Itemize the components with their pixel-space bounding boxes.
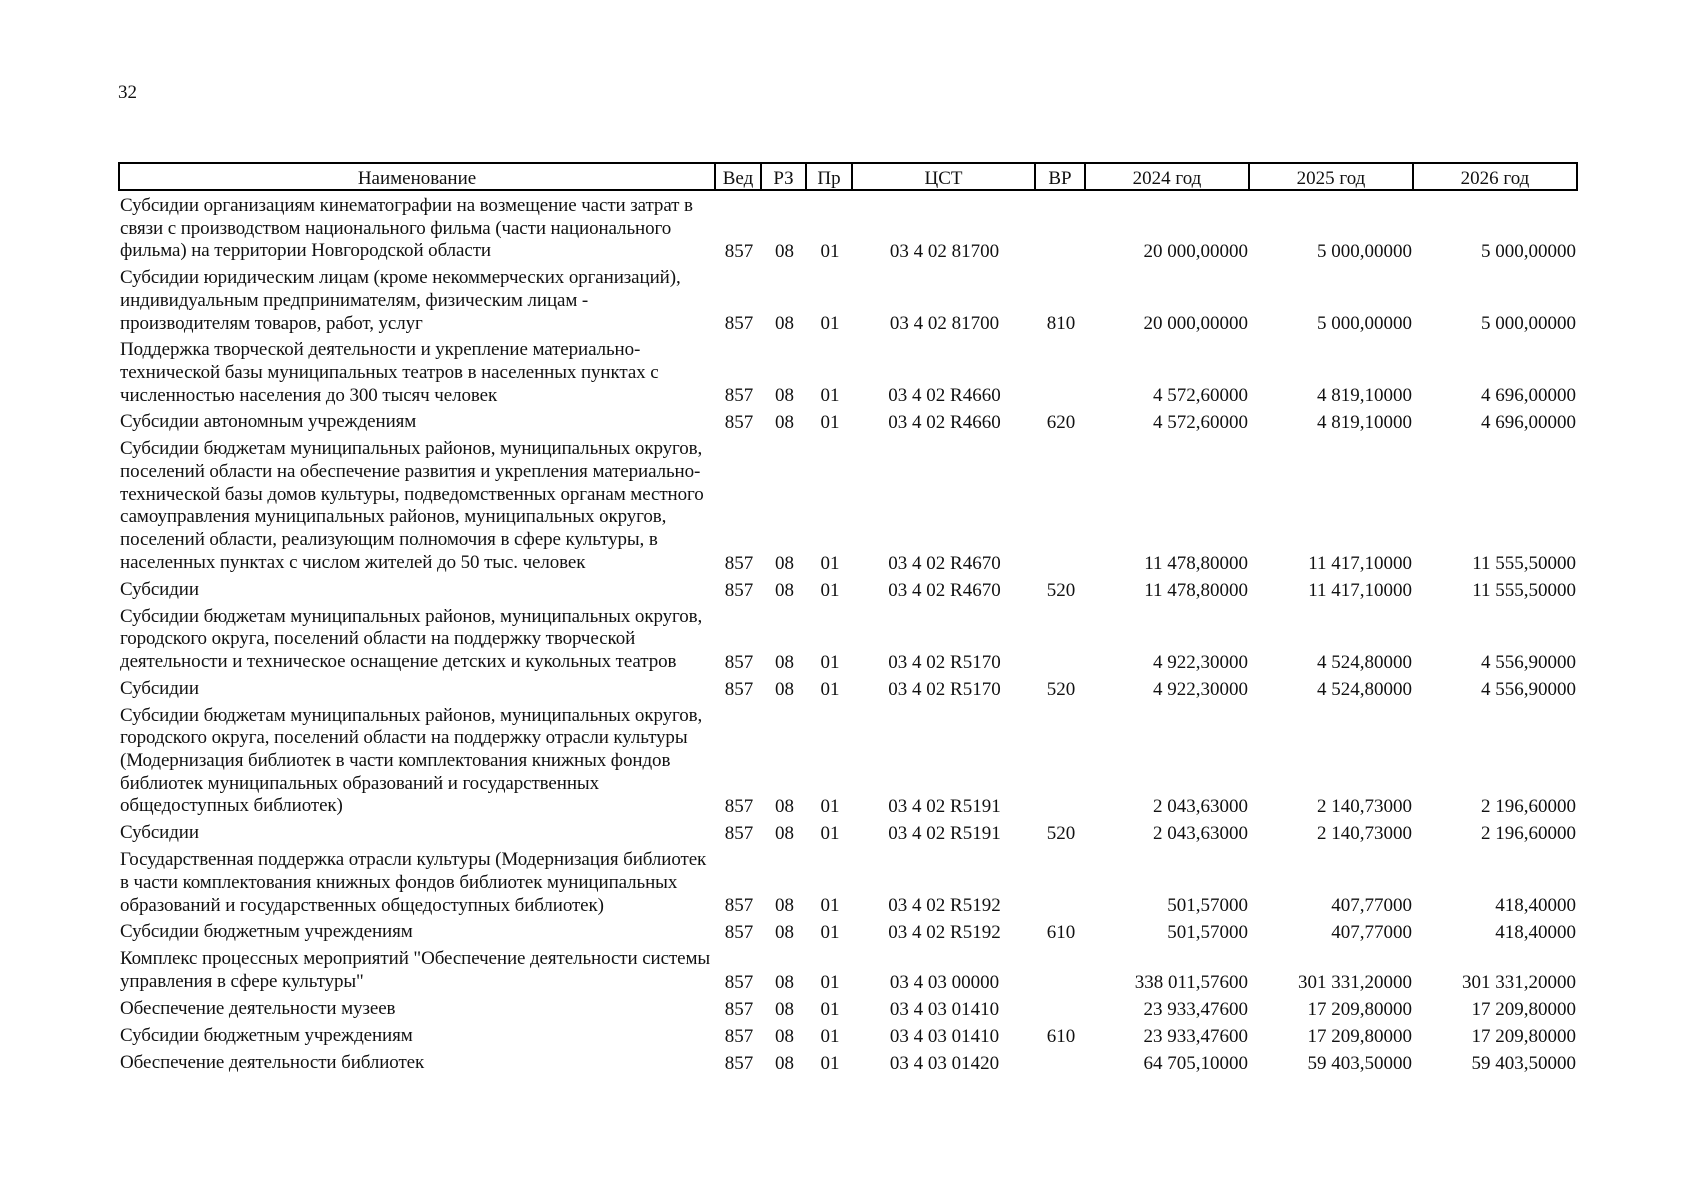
row-ved: 857 [724,1052,754,1074]
row-2024: 4 572,60000 [1153,412,1248,434]
row-2025: 4 524,80000 [1317,678,1412,700]
row-pr: 01 [820,579,840,601]
row-vr: 610 [1046,1025,1076,1047]
header-pr: Пр [807,162,853,191]
row-pr: 01 [820,241,840,263]
row-name: Обеспечение деятельности библиотек [120,1051,425,1073]
header-ved: Вед [716,162,762,191]
row-2026: 2 196,60000 [1481,796,1576,818]
row-ved: 857 [724,385,754,407]
row-cst: 03 4 03 00000 [889,971,1000,993]
row-ved: 857 [724,823,754,845]
row-pr: 01 [820,313,840,335]
row-pr: 01 [820,998,840,1020]
row-2026: 5 000,00000 [1481,241,1576,263]
row-2026: 418,40000 [1495,895,1576,917]
row-2025: 4 819,10000 [1317,412,1412,434]
row-vr [1036,602,1086,674]
row-cst: 03 4 02 R5192 [888,922,1001,944]
row-name: Субсидии бюджетам муниципальных районов, муниципальных округов, городского округа, поселений области на поддержку отрасли культуры (Модернизация библиотек в части комплектования книжных фондов библиотек муниципальных образований и государственных общедоступных библиотек) [120,704,703,817]
row-vr [1036,701,1086,819]
row-cst: 03 4 02 R5191 [888,796,1001,818]
row-vr: 620 [1046,412,1076,434]
row-cst: 03 4 02 81700 [889,313,1000,335]
row-2024: 11 478,80000 [1144,552,1248,574]
row-ved: 857 [724,313,754,335]
row-vr [1036,191,1086,263]
row-cst: 03 4 02 R5191 [888,823,1001,845]
row-cst: 03 4 02 81700 [889,241,1000,263]
row-2025: 407,77000 [1331,922,1412,944]
row-pr: 01 [820,971,840,993]
row-rz: 08 [775,971,794,993]
row-ved: 857 [724,552,754,574]
row-2024: 501,57000 [1167,922,1248,944]
header-name: Наименование [118,162,716,191]
row-rz: 08 [775,412,794,434]
header-2025: 2025 год [1250,162,1414,191]
row-2025: 17 209,80000 [1307,998,1412,1020]
row-2025: 2 140,73000 [1317,823,1412,845]
row-pr: 01 [820,1052,840,1074]
row-2026: 11 555,50000 [1472,579,1576,601]
row-ved: 857 [724,998,754,1020]
row-2026: 4 556,90000 [1481,651,1576,673]
row-vr [1036,994,1086,1021]
row-ved: 857 [724,678,754,700]
row-cst: 03 4 03 01410 [889,998,1000,1020]
row-pr: 01 [820,796,840,818]
row-2025: 59 403,50000 [1307,1052,1412,1074]
row-cst: 03 4 03 01420 [889,1052,1000,1074]
row-2025: 4 819,10000 [1317,385,1412,407]
row-2026: 17 209,80000 [1471,1025,1576,1047]
row-2024: 4 922,30000 [1153,678,1248,700]
row-2025: 407,77000 [1331,895,1412,917]
row-2025: 11 417,10000 [1308,552,1412,574]
row-vr: 520 [1046,823,1076,845]
row-name: Обеспечение деятельности музеев [120,997,396,1019]
row-ved: 857 [724,579,754,601]
row-name: Субсидии [120,677,199,699]
row-rz: 08 [775,678,794,700]
row-cst: 03 4 02 R4660 [888,385,1001,407]
row-2026: 418,40000 [1495,922,1576,944]
row-pr: 01 [820,412,840,434]
row-cst: 03 4 03 01410 [889,1025,1000,1047]
row-2026: 301 331,20000 [1462,971,1576,993]
header-rz: РЗ [762,162,807,191]
row-2026: 5 000,00000 [1481,313,1576,335]
row-ved: 857 [724,922,754,944]
row-2024: 64 705,10000 [1143,1052,1248,1074]
row-rz: 08 [775,241,794,263]
row-rz: 08 [775,895,794,917]
row-2025: 2 140,73000 [1317,796,1412,818]
row-vr [1036,845,1086,917]
row-ved: 857 [724,895,754,917]
row-2026: 2 196,60000 [1481,823,1576,845]
row-2024: 23 933,47600 [1143,998,1248,1020]
row-2026: 4 696,00000 [1481,385,1576,407]
row-rz: 08 [775,1025,794,1047]
row-cst: 03 4 02 R4670 [888,579,1001,601]
row-2025: 4 524,80000 [1317,651,1412,673]
row-pr: 01 [820,895,840,917]
row-name: Субсидии бюджетам муниципальных районов, муниципальных округов, городского округа, поселений области на поддержку творческой деятельности и техническое оснащение детских и кукольных театров [120,605,703,672]
row-pr: 01 [820,552,840,574]
row-rz: 08 [775,823,794,845]
row-pr: 01 [820,1025,840,1047]
row-vr: 520 [1046,579,1076,601]
row-rz: 08 [775,579,794,601]
row-2024: 2 043,63000 [1153,823,1248,845]
row-rz: 08 [775,796,794,818]
row-pr: 01 [820,823,840,845]
row-rz: 08 [775,998,794,1020]
row-rz: 08 [775,651,794,673]
row-name: Поддержка творческой деятельности и укрепление материально-технической базы муниципальных театров в населенных пунктах с численностью населения до 300 тысяч человек [120,339,659,406]
row-pr: 01 [820,385,840,407]
row-2024: 501,57000 [1167,895,1248,917]
row-cst: 03 4 02 R5170 [888,678,1001,700]
row-ved: 857 [724,1025,754,1047]
row-ved: 857 [724,651,754,673]
page-number: 32 [118,82,137,103]
row-rz: 08 [775,385,794,407]
row-name: Субсидии юридическим лицам (кроме некоммерческих организаций), индивидуальным предпринимателям, физическим лицам - производителям товаров, работ, услуг [120,267,681,334]
row-pr: 01 [820,922,840,944]
row-vr [1036,335,1086,407]
row-pr: 01 [820,651,840,673]
row-cst: 03 4 02 R4660 [888,412,1001,434]
row-vr: 610 [1046,922,1076,944]
row-name: Субсидии [120,822,199,844]
row-name: Субсидии автономным учреждениям [120,411,417,433]
row-2024: 11 478,80000 [1144,579,1248,601]
row-ved: 857 [724,412,754,434]
row-2025: 17 209,80000 [1307,1025,1412,1047]
row-name: Субсидии [120,578,199,600]
header-2024: 2024 год [1086,162,1250,191]
row-name: Субсидии бюджетным учреждениям [120,1024,413,1046]
row-2025: 11 417,10000 [1308,579,1412,601]
row-2026: 59 403,50000 [1471,1052,1576,1074]
row-vr [1036,944,1086,993]
row-2026: 11 555,50000 [1472,552,1576,574]
row-vr [1036,434,1086,574]
row-vr: 520 [1046,678,1076,700]
row-name: Государственная поддержка отрасли культуры (Модернизация библиотек в части комплектования книжных фондов библиотек муниципальных образований и государственных общедоступных библиотек) [120,849,707,916]
row-2026: 4 696,00000 [1481,412,1576,434]
row-name: Субсидии организациям кинематографии на возмещение части затрат в связи с производством национального фильма (части национального фильма) на территории Новгородской области [120,195,693,262]
row-2025: 5 000,00000 [1317,313,1412,335]
row-rz: 08 [775,1052,794,1074]
row-name: Субсидии бюджетным учреждениям [120,921,413,943]
row-cst: 03 4 02 R5170 [888,651,1001,673]
budget-table [118,162,1578,1075]
row-2026: 4 556,90000 [1481,678,1576,700]
row-2025: 5 000,00000 [1317,241,1412,263]
row-rz: 08 [775,313,794,335]
row-rz: 08 [775,552,794,574]
row-2024: 338 011,57600 [1134,971,1248,993]
row-2024: 20 000,00000 [1143,313,1248,335]
row-rz: 08 [775,922,794,944]
row-vr: 810 [1046,313,1076,335]
row-2024: 20 000,00000 [1143,241,1248,263]
row-2026: 17 209,80000 [1471,998,1576,1020]
row-cst: 03 4 02 R4670 [888,552,1001,574]
row-2024: 2 043,63000 [1153,796,1248,818]
row-2024: 4 922,30000 [1153,651,1248,673]
row-ved: 857 [724,241,754,263]
row-2025: 301 331,20000 [1298,971,1412,993]
row-2024: 4 572,60000 [1153,385,1248,407]
row-ved: 857 [724,796,754,818]
row-pr: 01 [820,678,840,700]
row-name: Субсидии бюджетам муниципальных районов, муниципальных округов, поселений области на обеспечение развития и укрепления материально-технической базы домов культуры, подведомственных органам местного самоуправления муниципальных районов, муниципальных округов, поселений области, реализующим полномочия в сфере культуры, в населенных пунктах с числом жителей до 50 тыс. человек [120,438,704,573]
row-ved: 857 [724,971,754,993]
header-vr: ВР [1036,162,1086,191]
row-name: Комплекс процессных мероприятий "Обеспечение деятельности системы управления в сфере культуры" [120,948,711,992]
header-cst: ЦСТ [853,162,1036,191]
row-2024: 23 933,47600 [1143,1025,1248,1047]
row-cst: 03 4 02 R5192 [888,895,1001,917]
header-2026: 2026 год [1414,162,1578,191]
row-vr [1036,1048,1086,1075]
